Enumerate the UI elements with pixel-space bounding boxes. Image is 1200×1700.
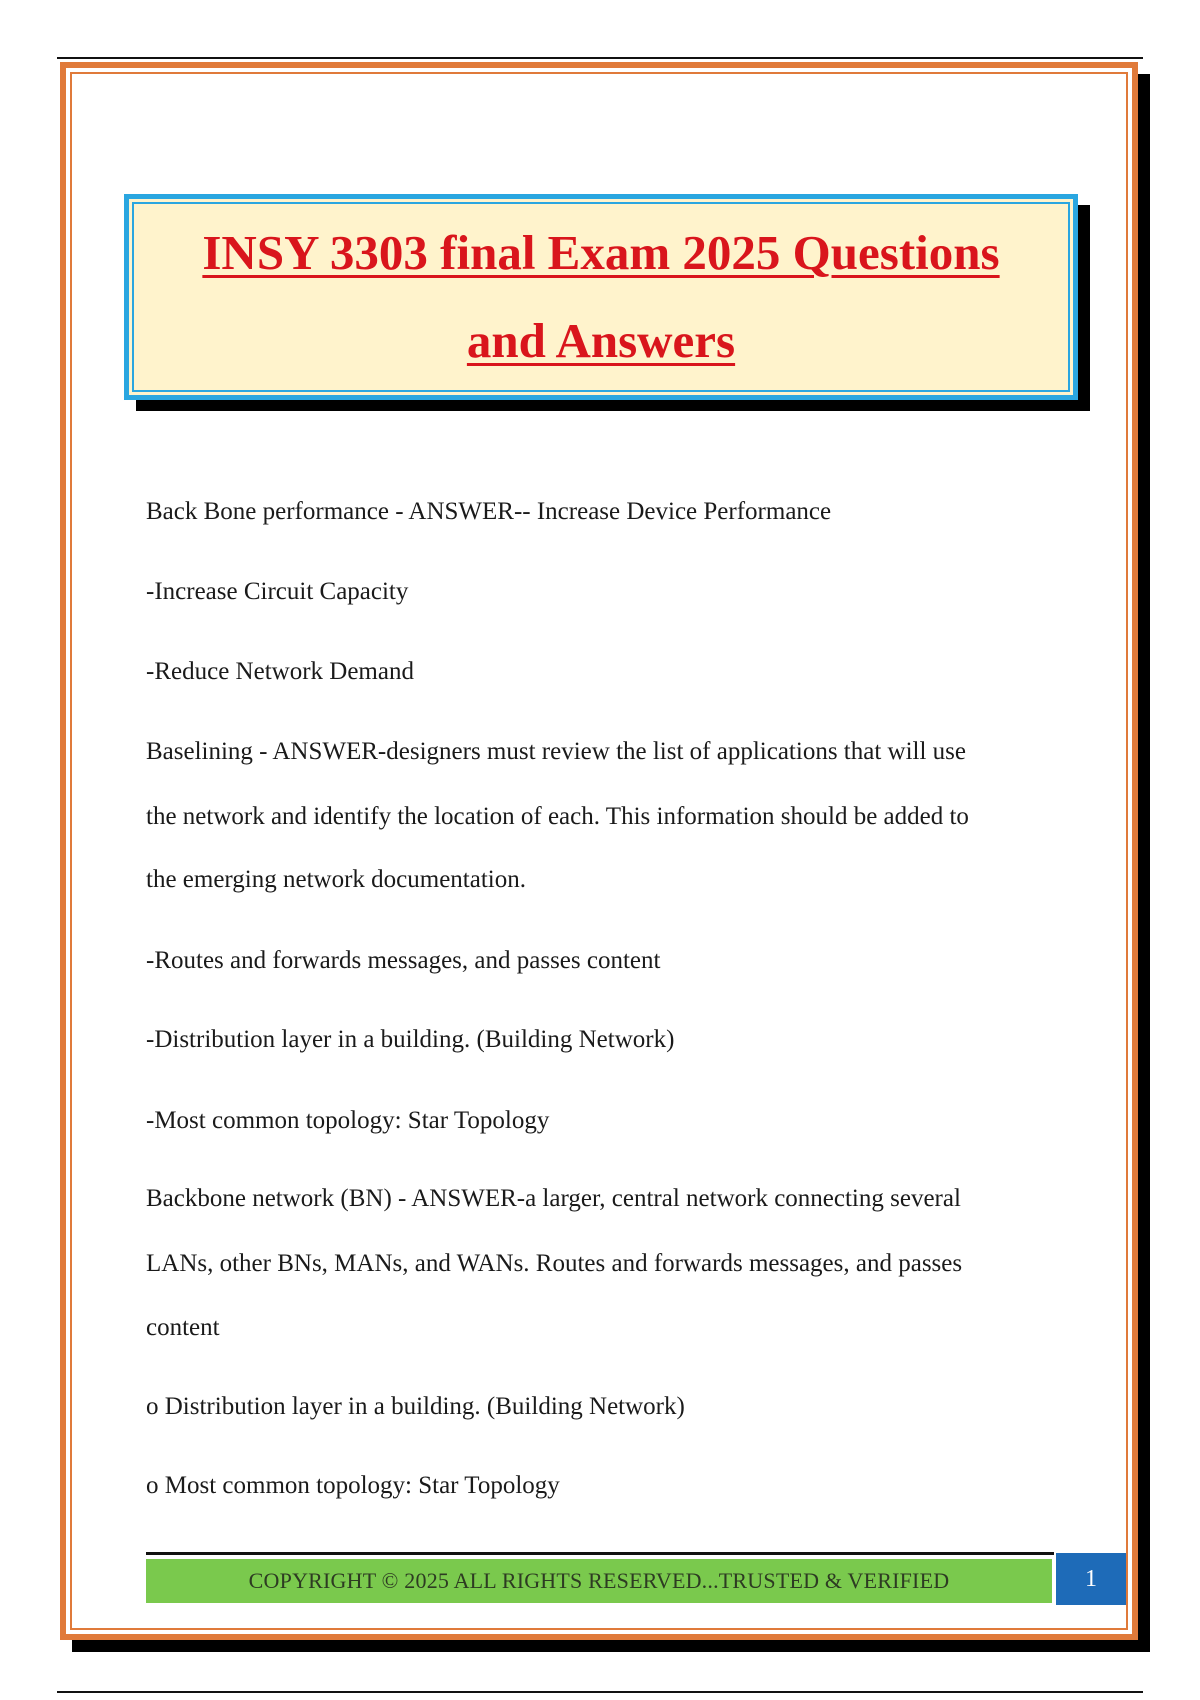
body-line: the emerging network documentation. — [146, 866, 526, 893]
body-line: o Distribution layer in a building. (Building Network) — [146, 1393, 685, 1420]
body-line: content — [146, 1314, 220, 1341]
document-title-line-1: INSY 3303 final Exam 2025 Questions — [202, 225, 1000, 280]
body-line: -Most common topology: Star Topology — [146, 1107, 550, 1134]
title-box — [124, 194, 1078, 400]
copyright-text: COPYRIGHT © 2025 ALL RIGHTS RESERVED...TRUSTED & VERIFIED — [248, 1568, 950, 1593]
page-number: 1 — [1085, 1565, 1097, 1592]
page-number-box — [1056, 1553, 1126, 1605]
body-line: LANs, other BNs, MANs, and WANs. Routes and forwards messages, and passes — [146, 1250, 963, 1277]
bottom-rule — [57, 1691, 1143, 1693]
body-line: -Increase Circuit Capacity — [146, 578, 409, 605]
footer-bar — [146, 1559, 1052, 1603]
body-line: -Routes and forwards messages, and passes content — [146, 947, 661, 974]
body-line: the network and identify the location of each. This information should be added to — [146, 803, 969, 830]
body-line: Back Bone performance - ANSWER-- Increase Device Performance — [146, 498, 832, 525]
body-line: Baselining - ANSWER-designers must review the list of applications that will use — [146, 738, 967, 765]
top-rule — [57, 57, 1143, 59]
body-line: o Most common topology: Star Topology — [146, 1472, 560, 1499]
body-line: Backbone network (BN) - ANSWER-a larger, central network connecting several — [146, 1185, 961, 1212]
body-line: -Distribution layer in a building. (Building Network) — [146, 1026, 675, 1053]
document-title-line-2: and Answers — [466, 313, 736, 368]
body-line: -Reduce Network Demand — [146, 658, 414, 685]
footer-rule — [146, 1552, 1054, 1555]
